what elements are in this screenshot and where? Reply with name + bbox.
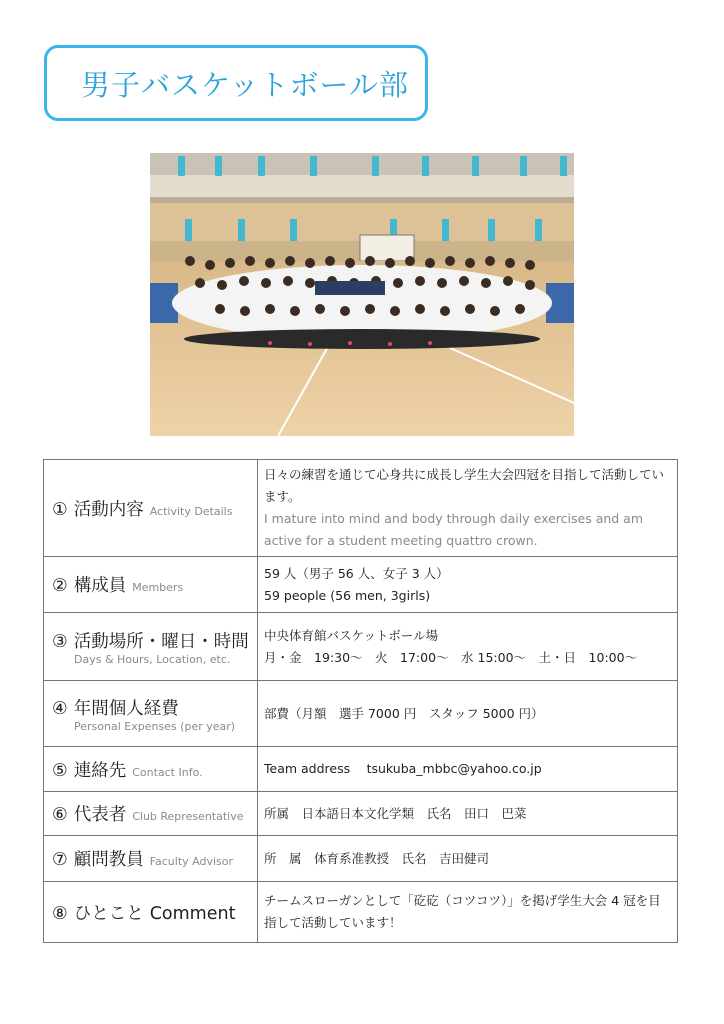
members-count-en: 59 people (56 men, 3girls): [264, 587, 431, 603]
value-advisor: [258, 836, 678, 882]
contact-email: Team address tsukuba_mbbc@yahoo.co.jp: [264, 761, 542, 776]
label-en: Faculty Advisor: [149, 855, 234, 868]
value-activity: [258, 460, 678, 557]
label-en: Club Representative: [132, 810, 244, 823]
team-photo: [150, 153, 574, 436]
members-count-ja: 59 人（男子 56 人、女子 3 人）: [264, 565, 449, 581]
activity-text-ja: 日々の練習を通じて心身共に成長し学生大会四冠を目指して活動しています。: [264, 467, 665, 504]
table-row: [44, 792, 678, 836]
row-number: ⑦: [52, 850, 68, 870]
label-ja: 顧問教員: [73, 850, 144, 870]
value-members: [258, 557, 678, 613]
label-comment: [44, 882, 258, 943]
comment-text: チームスローガンとして「矻矻（コツコツ）」を掲げ学生大会 4 冠を目指して活動しています！: [264, 893, 661, 930]
label-expenses: [44, 681, 258, 747]
page-title: 男子バスケットボール部: [81, 67, 409, 102]
label-contact: [44, 747, 258, 792]
label-en: Contact Info.: [132, 765, 203, 779]
label-location: [44, 613, 258, 681]
table-row: [44, 747, 678, 792]
page-title-box: [44, 45, 428, 121]
label-en: Comment: [149, 903, 236, 924]
label-members: [44, 557, 258, 613]
table-row: [44, 613, 678, 681]
row-number: ①: [52, 499, 68, 520]
label-ja: 構成員: [73, 576, 127, 596]
table-row: [44, 557, 678, 613]
label-ja: 活動内容: [73, 499, 144, 520]
value-contact: [258, 747, 678, 792]
representative-text: 所属 日本語日本文化学類 氏名 田口 巴菜: [264, 805, 527, 821]
label-representative: [44, 792, 258, 836]
expenses-text: 部費（月額 選手 7000 円 スタッフ 5000 円）: [264, 705, 544, 721]
value-location: [258, 613, 678, 681]
label-en: Activity Details: [149, 504, 233, 518]
value-representative: [258, 792, 678, 836]
location-text: 中央体育館バスケットボール場: [264, 627, 439, 643]
table-row: [44, 882, 678, 943]
label-en: Members: [132, 581, 184, 594]
activity-text-en: I mature into mind and body through daily exercises and am active for a student meeting quattro crown.: [264, 511, 644, 548]
row-number: ③: [52, 631, 68, 652]
row-number: ⑧: [52, 903, 68, 924]
team-photo-image: [150, 153, 574, 436]
table-row: [44, 681, 678, 747]
label-advisor: [44, 836, 258, 882]
label-ja: ひとこと: [73, 903, 144, 924]
row-number: ④: [52, 698, 68, 719]
label-en: Days & Hours, Location, etc.: [74, 652, 231, 666]
label-en: Personal Expenses (per year): [74, 719, 236, 733]
label-ja: 代表者: [73, 805, 127, 825]
value-comment: [258, 882, 678, 943]
row-number: ⑥: [52, 805, 68, 825]
label-ja: 年間個人経費: [73, 698, 179, 719]
label-ja: 連絡先: [73, 760, 127, 781]
row-number: ⑤: [52, 760, 68, 781]
club-info-table: [43, 459, 678, 943]
label-activity: [44, 460, 258, 557]
table-row: [44, 836, 678, 882]
advisor-text: 所 属 体育系准教授 氏名 吉田健司: [264, 850, 490, 866]
table-row: [44, 460, 678, 557]
schedule-text: 月・金 19:30～ 火 17:00～ 水 15:00～ 土・日 10:00～: [264, 649, 638, 665]
row-number: ②: [52, 576, 68, 596]
label-ja: 活動場所・曜日・時間: [73, 631, 249, 652]
value-expenses: [258, 681, 678, 747]
